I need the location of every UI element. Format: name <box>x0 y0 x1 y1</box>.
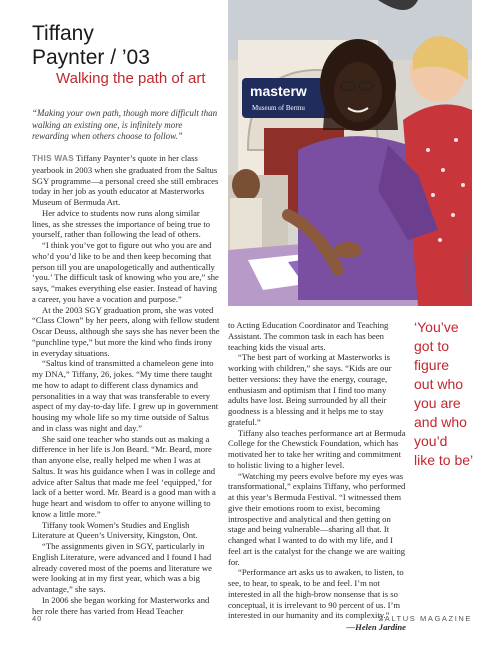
paragraph: to Acting Education Coordinator and Teaching Assistant. The common task in each has been teaching kids the visual arts. <box>228 320 389 352</box>
paragraph-text: Tiffany Paynter’s quote in her class yearbook in 2003 when she graduated from the Saltus SGY programme—a personal creed she still embraces today in her job as youth educator at Masterworks Museum of Bermuda Art. <box>32 153 219 207</box>
paragraph: She said one teacher who stands out as making a difference in her life is Jon Beard. “Mr. Beard, more than anyone else, really helped me when I was at Saltus. It was his guidance when I was in college and advice after Saltus that made me feel ‘equipped,’ for lack of a better word. Mr. Beard is a good man with a huge heart and wisdom to offer to anyone willing to know a little more.” <box>32 433 216 519</box>
paragraph: “Performance art asks us to awaken, to listen, to see, to hear, to speak, to be and feel. I’m not interested in all the high-brow nonsense that is so conceptual, it is irrelevant to 90 percent of us. I’m interested in our humanity and its complexity.” <box>228 567 404 621</box>
pull-quote <box>414 318 484 470</box>
pull-quote-line: got to <box>414 338 450 354</box>
left-column <box>32 153 220 616</box>
paragraph: “The best part of working at Masterworks is working with children,” she says. “Kids are our better versions: they have the energy, courage, enthusiasm and optimism that I find too many adults have lost. Being surrounded by all their goodness is a blessing and it helps me to stay grateful.” <box>228 352 392 427</box>
paragraph: “The assignments given in SGY, particularly in English Literature, were advanced and I found I had already covered most of the poems and literature we were looking at in my first year, which was a big advantage,” she says. <box>32 541 212 594</box>
paragraph: “I think you’ve got to figure out who you are and who’d you’d like to be and then keep becoming that person till you are unapologetically and authentically ‘you.’ The difficult task of knowing who you are,” she says, “makes everything else easier. Instead of having a career, you have a vocation and purpose.” <box>32 240 219 304</box>
paragraph: At the 2003 SGY graduation prom, she was voted “Class Clown” by her peers, along with fellow student Oscar Deuss, although she says she has never been the “punchline type,” but more the kind who finds irony in everyday situations. <box>32 304 220 358</box>
photo-credit: CHARLES ANDERSON <box>464 252 469 300</box>
article-title <box>32 22 222 70</box>
article-photo <box>228 0 472 306</box>
paragraph: Tiffany also teaches performance art at Bermuda College for the Chewstick Foundation, which has motivated her to take her writing and commitment to holistic living to a higher level. <box>228 427 406 470</box>
pull-quote-line: figure <box>414 357 450 373</box>
pull-quote-line: like to be’ <box>414 452 474 468</box>
paragraph <box>32 153 220 208</box>
museum-sign-text: masterw <box>250 83 307 99</box>
lead-in: THIS WAS <box>32 154 74 163</box>
article-subtitle: Walking the path of art <box>56 70 206 87</box>
title-line-1: Tiffany <box>32 22 94 45</box>
pull-quote-line: ‘You’ve <box>414 319 459 335</box>
author-signature: —Helen Jardine <box>346 622 406 632</box>
pull-quote-line: you are <box>414 395 461 411</box>
pull-quote-line: out who <box>414 376 464 392</box>
paragraph: “Watching my peers evolve before my eyes was transformational,” explains Tiffany, who performed at this year’s Bermuda Festival. “I witnessed them give their emotions room to exist, becoming introspective and analytical and then getting on stage and being vulnerable—sharing all that. It changed what I wanted to do with my life, and I feel art is the catalyst for the change we are waiting for. <box>228 470 406 567</box>
paragraph: In 2006 she began working for Masterworks and her role there has varied from Head Teacher <box>32 594 210 616</box>
magazine-name: SALTUS MAGAZINE <box>378 614 472 623</box>
title-line-2: Paynter / ’03 <box>32 46 150 69</box>
page-number: 40 <box>32 614 43 623</box>
paragraph: Tiffany took Women’s Studies and English Literature at Queen’s University, Kingston, Ont. <box>32 519 198 541</box>
yearbook-quote: “Making your own path, though more difficult than walking an existing one, is infinitely more rewarding when others choose to follow.” <box>32 108 218 141</box>
museum-sign-subtext: Museum of Bermu <box>252 104 305 112</box>
photo-illustration <box>228 0 472 306</box>
paragraph: Her advice to students now runs along similar lines, as she stresses the importance of being true to yourself, rather than following the lead of others. <box>32 207 211 240</box>
pull-quote-line: you’d <box>414 433 448 449</box>
middle-column <box>228 320 406 633</box>
paragraph: “Saltus kind of transmitted a chameleon gene into my DNA,” Tiffany, 26, jokes. “My time there taught me how to adapt to different class dynamics and personalities in a way that was transferable to every aspect of my day-to-day life. I grew up in government housing my whole life so my time outside of Saltus and in class was night and day.” <box>32 358 219 433</box>
pull-quote-line: and who <box>414 414 467 430</box>
